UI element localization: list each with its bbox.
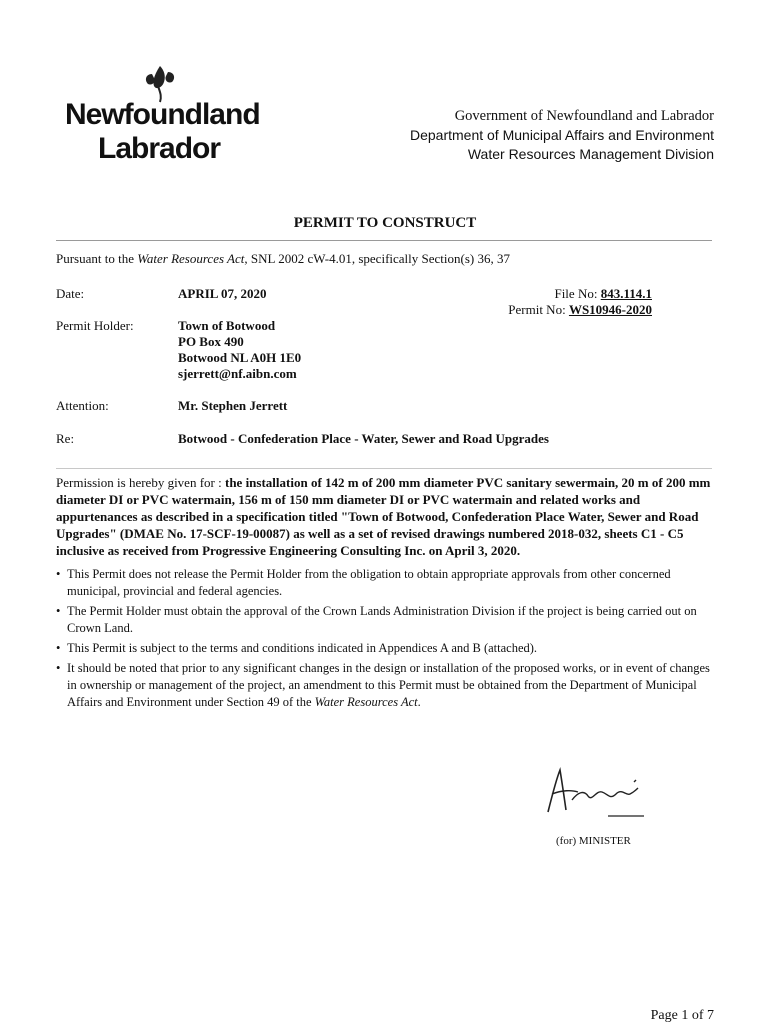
- conditions-list: [56, 566, 716, 714]
- signature-caption: (for) MINISTER: [556, 835, 631, 847]
- file-number: File No: 843.114.1: [554, 286, 652, 301]
- bullet-icon: •: [56, 661, 61, 675]
- header-division: Water Resources Management Division: [467, 146, 714, 162]
- minister-signature: [538, 760, 648, 822]
- pursuant-statement: Pursuant to the Water Resources Act, SNL 2002 cW-4.01, specifically Section(s) 36, 37: [56, 251, 510, 266]
- file-number-value: 843.114.1: [600, 286, 652, 301]
- permit-number-value: WS10946-2020: [568, 302, 652, 317]
- logo-text-labrador: Labrador: [98, 132, 221, 165]
- attention-label: Attention:: [56, 398, 109, 413]
- title-divider: [56, 240, 712, 241]
- permission-paragraph: Permission is hereby given for : the installation of 142 m of 200 mm diameter PVC sanitary sewermain, 20 m of 200 mm diameter DI or PVC watermain, 156 m of 150 mm diameter DI or PVC watermain and related works and appurtenances as described in a specification titled "Town of Botwood, Confederation Place Water, Sewer and Road Upgrades" (DMAE No. 17-SCF-19-00087) as well as a set of revised drawings numbered 2018-032, sheets C1 - C5 inclusive as received from Progressive Engineering Consulting Inc. on April 3, 2020.: [56, 475, 711, 558]
- re-value: Botwood - Confederation Place - Water, Sewer and Road Upgrades: [178, 431, 549, 446]
- bullet-icon: •: [56, 604, 61, 618]
- government-logo: [60, 62, 260, 168]
- section-divider: [56, 468, 712, 469]
- logo-text-newfoundland: Newfoundland: [65, 98, 260, 131]
- list-item: • The Permit Holder must obtain the approval of the Crown Lands Administration Division if the project is being carried out on Crown Land.: [56, 604, 697, 635]
- permit-number: Permit No: WS10946-2020: [508, 302, 652, 317]
- re-label: Re:: [56, 431, 75, 446]
- page-number: Page 1 of 7: [650, 1008, 714, 1023]
- list-item: • It should be noted that prior to any significant changes in the design or installation of the proposed works, or in event of changes in ownership or management of the project, an amendment to this Permit must be obtained from the Department of Municipal Affairs and Environment under Section 49 of the Water Resources Act.: [56, 661, 710, 709]
- holder-email: sjerrett@nf.aibn.com: [178, 366, 297, 381]
- document-title: PERMIT TO CONSTRUCT: [293, 215, 477, 231]
- attention-value: Mr. Stephen Jerrett: [178, 398, 288, 413]
- list-item: • This Permit is subject to the terms and conditions indicated in Appendices A and B (attached).: [56, 641, 538, 655]
- date-value: APRIL 07, 2020: [178, 286, 267, 301]
- date-label: Date:: [56, 286, 85, 301]
- bullet-icon: •: [56, 641, 61, 655]
- act-name: Water Resources Act: [137, 251, 245, 266]
- permit-holder-label: Permit Holder:: [56, 318, 134, 333]
- header-department: Department of Municipal Affairs and Environment: [409, 127, 714, 143]
- permission-scope: the installation of 142 m of 200 mm diameter PVC sanitary sewermain, 20 m of 200 mm diameter DI or PVC watermain, 156 m of 150 mm diameter DI or PVC watermain and related works and appurtenances as described in a specification titled "Town of Botwood, Confederation Place Water, Sewer and Road Upgrades" (DMAE No. 17-SCF-19-00087) as well as a set of revised drawings numbered 2018-032, sheets C1 - C5 inclusive as received from Progressive Engineering Consulting Inc. on April 3, 2020.: [56, 475, 711, 558]
- bullet-icon: •: [56, 567, 61, 581]
- signature-icon: [538, 760, 648, 822]
- header-government: Government of Newfoundland and Labrador: [454, 108, 714, 124]
- list-item: • This Permit does not release the Permit Holder from the obligation to obtain appropriate approvals from other concerned municipal, provincial and federal agencies.: [56, 567, 671, 598]
- permit-holder-address: Town of Botwood PO Box 490 Botwood NL A0H 1E0 sjerrett@nf.aibn.com: [178, 318, 302, 381]
